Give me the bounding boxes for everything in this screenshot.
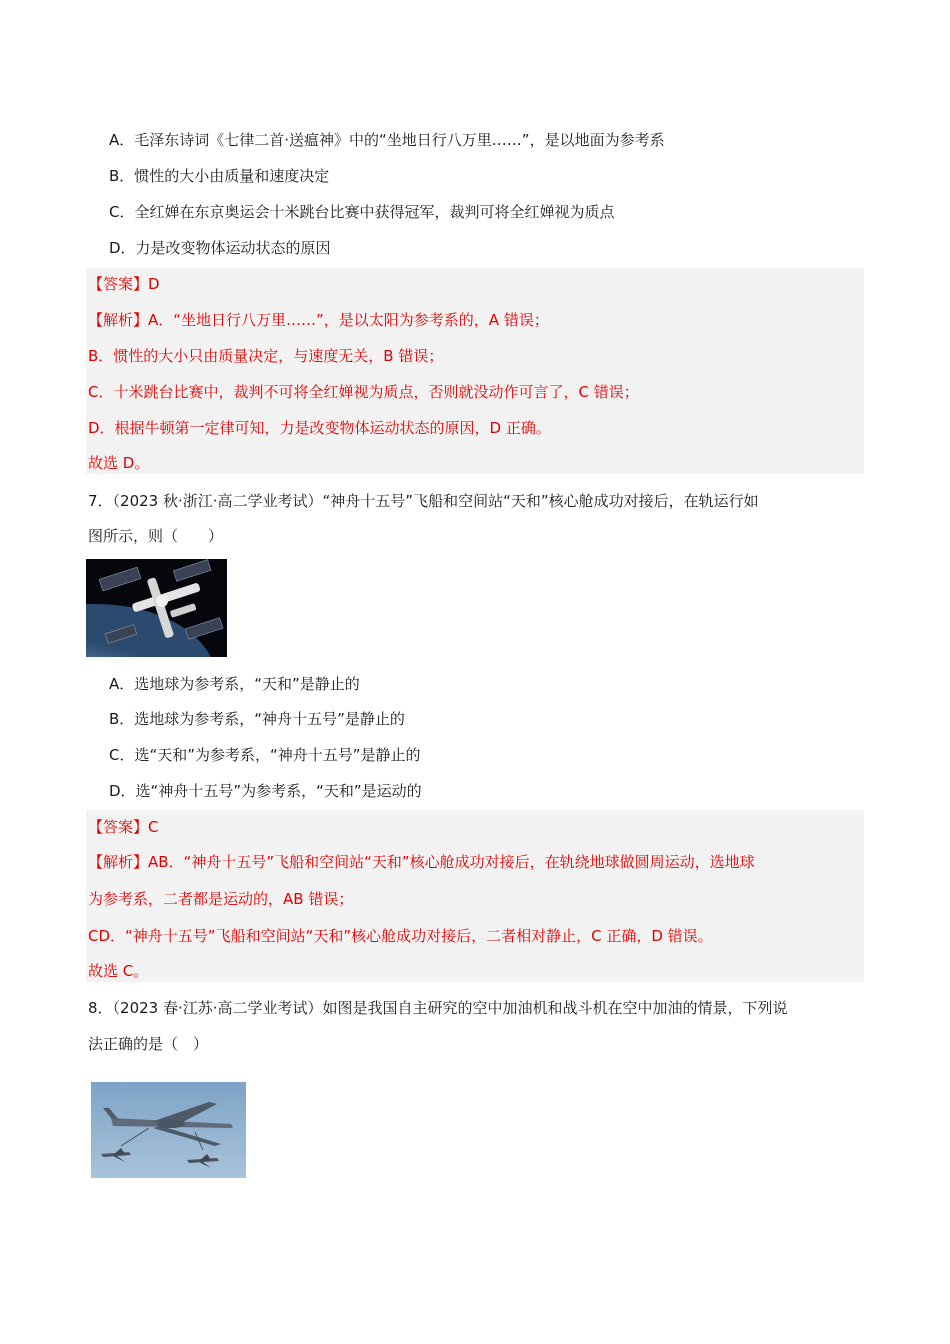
refueling-illustration	[91, 1082, 246, 1178]
q7-option-a: A．选地球为参考系，“天和”是静止的	[109, 675, 360, 693]
q8-stem-line2: 法正确的是（ ）	[88, 1035, 209, 1053]
q6-option-d: D．力是改变物体运动状态的原因	[109, 239, 331, 257]
q7-option-c: C．选“天和”为参考系，“神舟十五号”是静止的	[109, 746, 421, 764]
q7-analysis-2: 为参考系，二者都是运动的，AB 错误；	[88, 890, 354, 908]
q8-stem-line1: 8．（2023 春·江苏·高二学业考试）如图是我国自主研究的空中加油机和战斗机在空中加油的情景，下列说	[88, 999, 788, 1017]
space-station-image	[86, 559, 227, 657]
q6-analysis-4: D．根据牛顿第一定律可知，力是改变物体运动状态的原因，D 正确。	[88, 419, 551, 437]
aerial-refueling-image	[91, 1082, 246, 1178]
q6-analysis-1: 【解析】A．“坐地日行八万里……”，是以太阳为参考系的，A 错误；	[88, 311, 549, 329]
q7-answer-box	[86, 810, 864, 982]
q7-option-b: B．选地球为参考系，“神舟十五号”是静止的	[109, 710, 405, 728]
q7-answer: 【答案】C	[88, 818, 159, 836]
q6-answer-box	[86, 268, 864, 474]
q7-stem-line1: 7．（2023 秋·浙江·高二学业考试）“神舟十五号”飞船和空间站“天和”核心舱成功对接后，在轨运行如	[88, 492, 759, 510]
q6-option-a: A．毛泽东诗词《七律二首·送瘟神》中的“坐地日行八万里……”，是以地面为参考系	[109, 131, 665, 149]
q6-answer: 【答案】D	[88, 275, 160, 293]
q7-analysis-1: 【解析】AB．“神舟十五号”飞船和空间站“天和”核心舱成功对接后，在轨绕地球做圆周运动，选地球	[88, 853, 755, 871]
space-station-illustration	[86, 559, 227, 657]
q6-analysis-2: B．惯性的大小只由质量决定，与速度无关，B 错误；	[88, 347, 444, 365]
q7-analysis-4: 故选 C。	[88, 962, 149, 980]
q6-option-c: C．全红婵在东京奥运会十米跳台比赛中获得冠军，裁判可将全红婵视为质点	[109, 203, 615, 221]
q6-analysis-3: C．十米跳台比赛中，裁判不可将全红婵视为质点，否则就没动作可言了，C 错误；	[88, 383, 639, 401]
q7-analysis-3: CD．“神舟十五号”飞船和空间站“天和”核心舱成功对接后，二者相对静止，C 正确，D 错误。	[88, 927, 713, 945]
q7-stem-line2: 图所示，则（ ）	[88, 527, 224, 545]
q6-analysis-5: 故选 D。	[88, 454, 150, 472]
q7-option-d: D．选“神舟十五号”为参考系，“天和”是运动的	[109, 782, 422, 800]
q6-option-b: B．惯性的大小由质量和速度决定	[109, 167, 330, 185]
